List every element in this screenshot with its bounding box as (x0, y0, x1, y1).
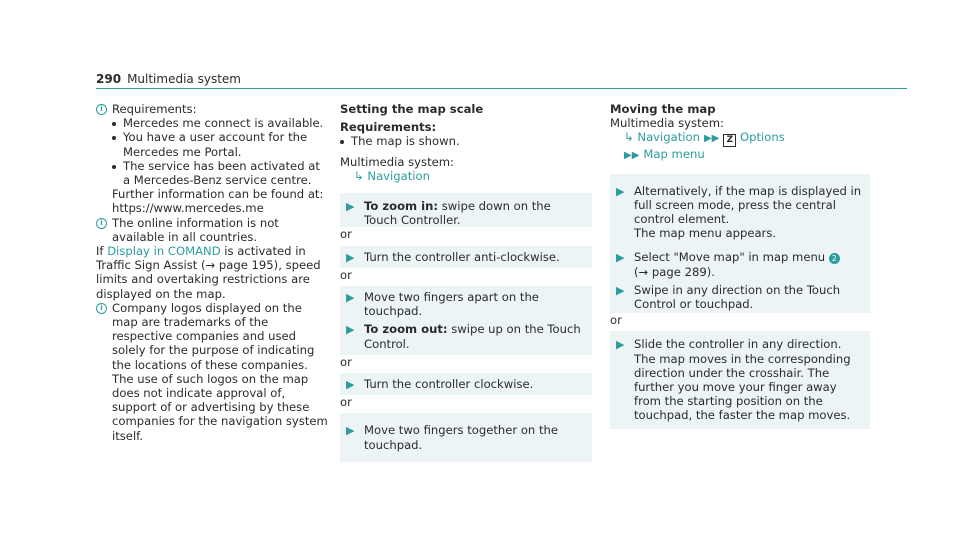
display-in-comand-link[interactable]: Display in COMAND (107, 244, 221, 259)
enter-arrow-icon: ↳ (624, 130, 634, 145)
header-rule (96, 88, 907, 89)
step-arrow-icon: ▶ (346, 323, 355, 337)
logos-note: i Company logos displayed on the map are trademarks of the respective companies and used solely for the purpose of indicating the locations of these companies. The use of such logos on the map does not indicate approval of, support of or advertising by these companies for the navigation system itself. (96, 301, 328, 443)
step-arrow-icon: ▶ (346, 378, 355, 392)
steps-box (610, 174, 870, 314)
menu-path (340, 169, 592, 183)
step: ▶ Turn the controller clockwise. (346, 377, 534, 392)
step: ▶ Move two fingers together on the touchpad. (346, 423, 558, 452)
bullet-icon (340, 140, 344, 144)
step: ▶ To zoom in: swipe down on the Touch Controller. (346, 199, 551, 228)
further-info-text: Further information can be found at: (112, 187, 324, 202)
steps-box (340, 373, 592, 395)
requirements-title: Requirements: (340, 120, 437, 135)
steps-box (610, 331, 870, 428)
list-item: Mercedes me connect is available. (112, 116, 328, 130)
step: ▶ Alternatively, if the map is displayed in full screen mode, press the central control element. The map menu appears. (616, 183, 862, 241)
column-middle (340, 102, 592, 462)
step: ▶ Slide the controller in any direction. The map moves in the corresponding direction under the crosshair. The further you move your finger away from the starting position on the touchpad, the faster the map moves. (616, 337, 851, 423)
step-arrow-icon: ▶ (346, 200, 355, 214)
bullet-icon (112, 122, 116, 126)
step-arrow-icon: ▶ (346, 250, 355, 264)
step: ▶ Swipe in any direction on the Touch Control or touchpad. (616, 282, 841, 312)
bullet-icon (112, 165, 116, 169)
or-text: or (340, 267, 352, 282)
or-text: or (340, 227, 352, 242)
requirements-title: Requirements: (112, 102, 197, 116)
menu-path-continued (610, 147, 870, 163)
step-arrow-icon: ▶ (616, 338, 625, 352)
step-arrow-icon: ▶ (346, 291, 355, 305)
info-icon: i (96, 218, 107, 229)
mercedes-url: https://www.mercedes.me (112, 201, 264, 216)
list-item: You have a user account for the Mercedes me Portal. (112, 130, 328, 158)
page-number: 290 (96, 72, 122, 86)
multimedia-label: Multimedia system: (340, 154, 454, 169)
steps-box (340, 246, 592, 268)
map-menu-link[interactable]: Map menu (643, 147, 705, 162)
step-arrow-icon: ▶ (616, 283, 625, 297)
section-title: Multimedia system (127, 72, 241, 86)
list-item: The map is shown. (340, 134, 592, 148)
steps-box (340, 413, 592, 461)
steps-box (340, 193, 592, 227)
step-arrow-icon: ▶ (616, 184, 625, 198)
step-arrow-icon: ▶ (346, 424, 355, 438)
step: ▶ Select "Move map" in map menu 2 (→ page 289). (610, 240, 870, 278)
page-header (96, 72, 241, 86)
column-right (610, 102, 870, 429)
navigation-link[interactable]: Navigation (367, 168, 430, 183)
display-in-comand-paragraph: If Display in COMAND is activated in Traffic Sign Assist (→ page 195), speed limits and overtaking restrictions are displayed on the map. (96, 244, 321, 301)
callout-badge: 2 (829, 253, 840, 264)
step-arrow-icon: ▶ (616, 251, 625, 265)
list-item: The service has been activated at a Mercedes-Benz service centre. (112, 159, 328, 187)
or-text: or (610, 313, 622, 328)
options-link[interactable]: Options (740, 130, 785, 145)
chevron-right-icon: ▶▶ (703, 133, 720, 145)
step: ▶ Turn the controller anti-clockwise. (346, 249, 560, 264)
online-note: i The online information is not available in all countries. (96, 216, 328, 244)
or-text: or (340, 354, 352, 369)
z-key-icon: Z (723, 134, 736, 147)
multimedia-label: Multimedia system: (610, 116, 724, 131)
steps-box (340, 286, 592, 355)
menu-path (610, 130, 870, 147)
section-heading: Moving the map (610, 102, 716, 116)
or-text: or (340, 395, 352, 410)
step: ▶ To zoom out: swipe up on the Touch Control. (346, 322, 581, 351)
info-icon: i (96, 104, 107, 115)
bullet-icon (112, 136, 116, 140)
chevron-right-icon: ▶▶ (624, 150, 640, 162)
step: ▶ Move two fingers apart on the touchpad. (346, 290, 539, 319)
section-heading: Setting the map scale (340, 102, 484, 116)
requirements-note (96, 102, 328, 116)
column-left (96, 102, 328, 443)
navigation-link[interactable]: Navigation (637, 130, 700, 145)
info-icon: i (96, 303, 107, 314)
enter-arrow-icon: ↳ (354, 168, 364, 183)
